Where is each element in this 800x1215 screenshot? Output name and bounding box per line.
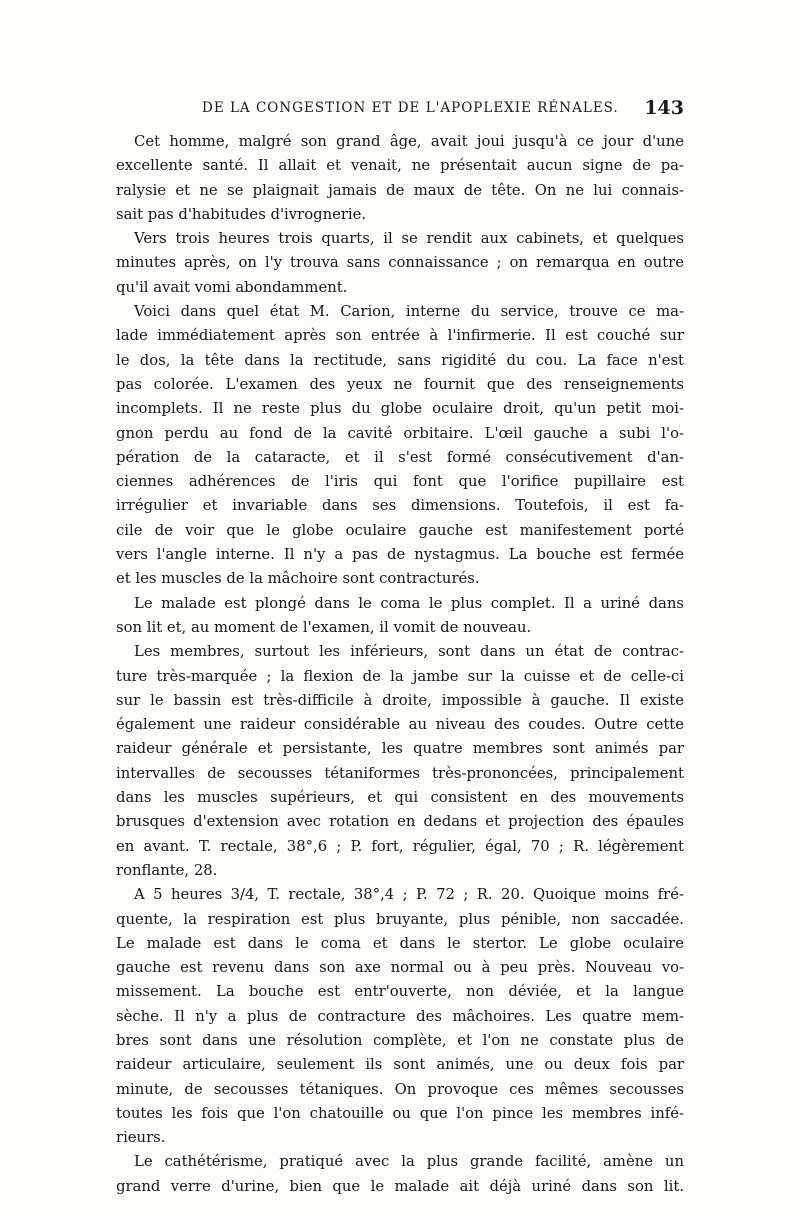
text-line: ciennes adhérences de l'iris qui font que l'orifice pupillaire est: [116, 473, 684, 491]
text-line: sait pas d'habitudes d'ivrognerie.: [116, 205, 367, 223]
text-line: également une raideur considérable au niveau des coudes. Outre cette: [116, 716, 684, 734]
text-line: gnon perdu au fond de la cavité orbitaire. L'œil gauche a subi l'o-: [116, 424, 684, 442]
text-line: irrégulier et invariable dans ses dimensions. Toutefois, il est fa-: [116, 497, 684, 515]
text-line: Vers trois heures trois quarts, il se rendit aux cabinets, et quelques: [134, 230, 684, 248]
text-line: le dos, la tête dans la rectitude, sans rigidité du cou. La face n'est: [116, 351, 684, 369]
text-line: son lit et, au moment de l'examen, il vomit de nouveau.: [116, 618, 532, 636]
text-line: en avant. T. rectale, 38°,6 ; P. fort, régulier, égal, 70 ; R. légèrement: [116, 837, 684, 855]
text-line: minute, de secousses tétaniques. On provoque ces mêmes secousses: [116, 1080, 684, 1098]
text-line: bres sont dans une résolution complète, et l'on ne constate plus de: [116, 1031, 684, 1049]
text-line: Voici dans quel état M. Carion, interne du service, trouve ce ma-: [134, 303, 684, 321]
text-line: grand verre d'urine, bien que le malade ait déjà uriné dans son lit.: [116, 1177, 684, 1195]
text-line: quente, la respiration est plus bruyante, plus pénible, non saccadée.: [116, 910, 684, 928]
text-line: pas colorée. L'examen des yeux ne fournit que des renseignements: [116, 375, 684, 393]
page-number: 143: [644, 97, 684, 119]
text-line: dans les muscles supérieurs, et qui consistent en des mouvements: [116, 789, 684, 807]
text-line: et les muscles de la mâchoire sont contracturés.: [116, 570, 480, 588]
text-line: lade immédiatement après son entrée à l'infirmerie. Il est couché sur: [116, 327, 684, 345]
text-line: minutes après, on l'y trouva sans connaissance ; on remarqua en outre: [116, 254, 684, 272]
text-line: sèche. Il n'y a plus de contracture des mâchoires. Les quatre mem-: [116, 1007, 684, 1025]
text-line: A 5 heures 3/4, T. rectale, 38°,4 ; P. 72 ; R. 20. Quoique moins fré-: [134, 886, 684, 904]
text-line: Le malade est plongé dans le coma le plus complet. Il a uriné dans: [134, 594, 684, 612]
text-line: Les membres, surtout les inférieurs, sont dans un état de contrac-: [134, 643, 684, 661]
text-line: rieurs.: [116, 1129, 166, 1147]
running-title: DE LA CONGESTION ET DE L'APOPLEXIE RÉNALES.: [202, 100, 619, 116]
text-line: qu'il avait vomi abondamment.: [116, 278, 348, 296]
text-line: vers l'angle interne. Il n'y a pas de nystagmus. La bouche est fermée: [116, 546, 684, 564]
text-line: ture très-marquée ; la flexion de la jambe sur la cuisse et de celle-ci: [116, 667, 684, 685]
text-line: Cet homme, malgré son grand âge, avait joui jusqu'à ce jour d'une: [134, 133, 684, 150]
text-line: brusques d'extension avec rotation en dedans et projection des épaules: [116, 813, 684, 831]
text-line: excellente santé. Il allait et venait, ne présentait aucun signe de pa-: [116, 157, 684, 175]
text-line: raideur articulaire, seulement ils sont animés, une ou deux fois par: [116, 1056, 684, 1074]
body-text: [116, 130, 684, 1199]
text-line: ralysie et ne se plaignait jamais de maux de tête. On ne lui connais-: [116, 181, 684, 199]
text-line: incomplets. Il ne reste plus du globe oculaire droit, qu'un petit moi-: [116, 400, 684, 418]
text-line: Le cathétérisme, pratiqué avec la plus grande facilité, amène un: [134, 1153, 684, 1171]
text-line: missement. La bouche est entr'ouverte, non déviée, et la langue: [116, 983, 684, 1001]
text-line: intervalles de secousses tétaniformes très-prononcées, principalement: [116, 764, 684, 782]
text-line: raideur générale et persistante, les quatre membres sont animés par: [116, 740, 684, 758]
text-line: pération de la cataracte, et il s'est formé consécutivement d'an-: [116, 448, 684, 466]
text-line: cile de voir que le globe oculaire gauche est manifestement porté: [116, 521, 684, 539]
text-line: Le malade est dans le coma et dans le stertor. Le globe oculaire: [116, 934, 684, 952]
text-line: toutes les fois que l'on chatouille ou que l'on pince les membres infé-: [116, 1104, 684, 1122]
running-head: [118, 97, 684, 119]
text-line: ronflante, 28.: [116, 861, 218, 879]
text-line: sur le bassin est très-difficile à droite, impossible à gauche. Il existe: [116, 691, 684, 709]
text-line: gauche est revenu dans son axe normal ou à peu près. Nouveau vo-: [116, 959, 684, 977]
